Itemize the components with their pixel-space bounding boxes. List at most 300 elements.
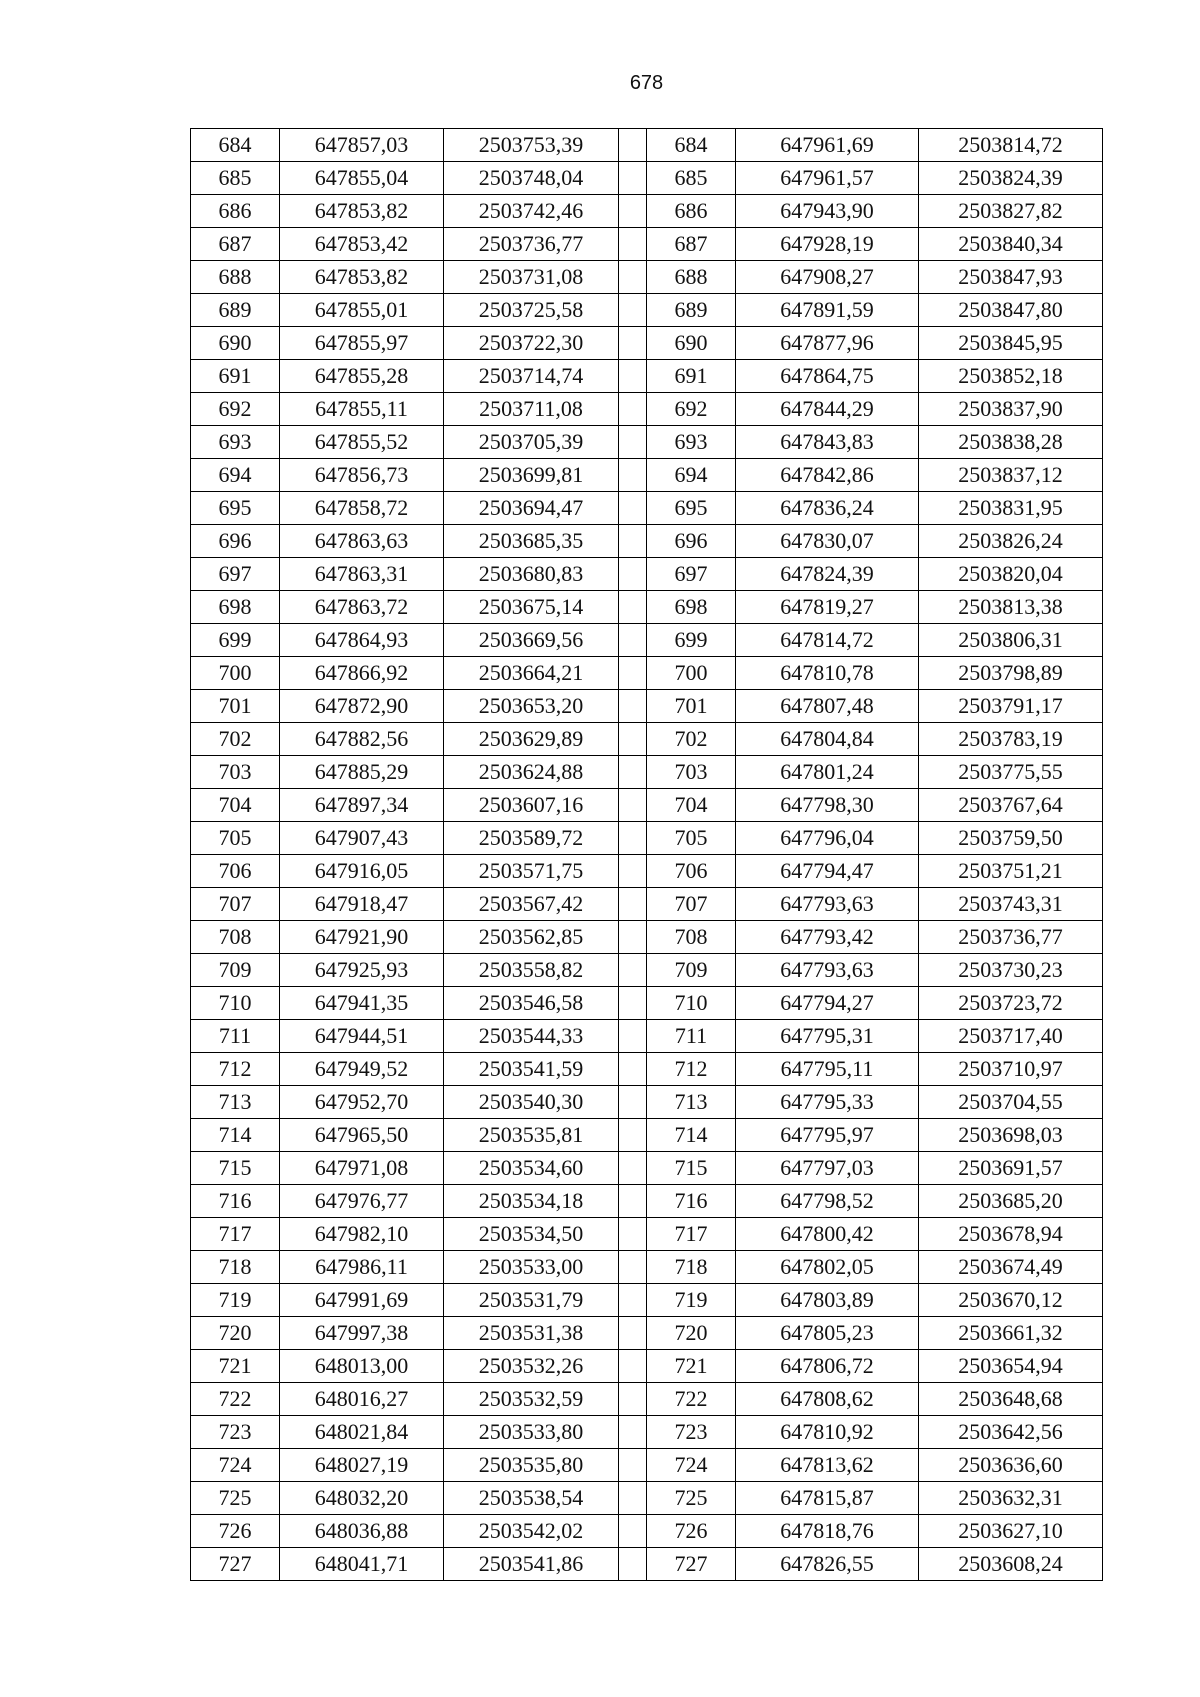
left-y-coordinate-cell: 2503534,18: [444, 1185, 619, 1218]
right-y-coordinate-cell: 2503831,95: [919, 492, 1103, 525]
left-point-number-cell: 716: [191, 1185, 280, 1218]
table-row: [191, 459, 1103, 492]
right-point-number-cell: 707: [647, 888, 736, 921]
left-y-coordinate-cell: 2503589,72: [444, 822, 619, 855]
left-x-coordinate-cell: 647991,69: [280, 1284, 444, 1317]
left-y-coordinate-cell: 2503546,58: [444, 987, 619, 1020]
left-x-coordinate-cell: 647853,42: [280, 228, 444, 261]
left-point-number-cell: 685: [191, 162, 280, 195]
right-y-coordinate-cell: 2503838,28: [919, 426, 1103, 459]
table-row: [191, 723, 1103, 756]
right-point-number-cell: 687: [647, 228, 736, 261]
table-row: [191, 261, 1103, 294]
right-y-coordinate-cell: 2503791,17: [919, 690, 1103, 723]
left-y-coordinate-cell: 2503535,80: [444, 1449, 619, 1482]
right-y-coordinate-cell: 2503751,21: [919, 855, 1103, 888]
left-point-number-cell: 700: [191, 657, 280, 690]
right-x-coordinate-cell: 647800,42: [736, 1218, 919, 1251]
left-point-number-cell: 725: [191, 1482, 280, 1515]
left-y-coordinate-cell: 2503629,89: [444, 723, 619, 756]
left-point-number-cell: 718: [191, 1251, 280, 1284]
separator-cell: [619, 261, 647, 294]
right-y-coordinate-cell: 2503632,31: [919, 1482, 1103, 1515]
left-point-number-cell: 706: [191, 855, 280, 888]
right-y-coordinate-cell: 2503685,20: [919, 1185, 1103, 1218]
right-x-coordinate-cell: 647961,69: [736, 129, 919, 162]
separator-cell: [619, 393, 647, 426]
left-point-number-cell: 691: [191, 360, 280, 393]
right-point-number-cell: 711: [647, 1020, 736, 1053]
left-y-coordinate-cell: 2503544,33: [444, 1020, 619, 1053]
right-x-coordinate-cell: 647805,23: [736, 1317, 919, 1350]
left-x-coordinate-cell: 647855,11: [280, 393, 444, 426]
left-point-number-cell: 715: [191, 1152, 280, 1185]
separator-cell: [619, 492, 647, 525]
left-y-coordinate-cell: 2503685,35: [444, 525, 619, 558]
separator-cell: [619, 1416, 647, 1449]
right-point-number-cell: 704: [647, 789, 736, 822]
separator-cell: [619, 591, 647, 624]
left-y-coordinate-cell: 2503571,75: [444, 855, 619, 888]
left-y-coordinate-cell: 2503680,83: [444, 558, 619, 591]
left-y-coordinate-cell: 2503753,39: [444, 129, 619, 162]
table-row: [191, 987, 1103, 1020]
right-y-coordinate-cell: 2503670,12: [919, 1284, 1103, 1317]
table-row: [191, 657, 1103, 690]
left-point-number-cell: 711: [191, 1020, 280, 1053]
coordinates-table-body: [191, 129, 1103, 1581]
right-point-number-cell: 725: [647, 1482, 736, 1515]
left-x-coordinate-cell: 647986,11: [280, 1251, 444, 1284]
right-y-coordinate-cell: 2503824,39: [919, 162, 1103, 195]
separator-cell: [619, 789, 647, 822]
right-x-coordinate-cell: 647804,84: [736, 723, 919, 756]
left-y-coordinate-cell: 2503541,59: [444, 1053, 619, 1086]
separator-cell: [619, 228, 647, 261]
left-x-coordinate-cell: 647918,47: [280, 888, 444, 921]
right-y-coordinate-cell: 2503806,31: [919, 624, 1103, 657]
left-x-coordinate-cell: 647897,34: [280, 789, 444, 822]
left-point-number-cell: 699: [191, 624, 280, 657]
left-point-number-cell: 698: [191, 591, 280, 624]
right-x-coordinate-cell: 647801,24: [736, 756, 919, 789]
separator-cell: [619, 1218, 647, 1251]
right-x-coordinate-cell: 647798,52: [736, 1185, 919, 1218]
right-x-coordinate-cell: 647802,05: [736, 1251, 919, 1284]
left-x-coordinate-cell: 647949,52: [280, 1053, 444, 1086]
right-point-number-cell: 721: [647, 1350, 736, 1383]
separator-cell: [619, 624, 647, 657]
table-row: [191, 525, 1103, 558]
separator-cell: [619, 294, 647, 327]
left-x-coordinate-cell: 647982,10: [280, 1218, 444, 1251]
right-y-coordinate-cell: 2503826,24: [919, 525, 1103, 558]
left-y-coordinate-cell: 2503725,58: [444, 294, 619, 327]
right-x-coordinate-cell: 647836,24: [736, 492, 919, 525]
right-y-coordinate-cell: 2503704,55: [919, 1086, 1103, 1119]
left-point-number-cell: 697: [191, 558, 280, 591]
right-point-number-cell: 715: [647, 1152, 736, 1185]
right-y-coordinate-cell: 2503827,82: [919, 195, 1103, 228]
left-x-coordinate-cell: 647976,77: [280, 1185, 444, 1218]
right-y-coordinate-cell: 2503783,19: [919, 723, 1103, 756]
table-row: [191, 1284, 1103, 1317]
left-x-coordinate-cell: 648027,19: [280, 1449, 444, 1482]
left-x-coordinate-cell: 647916,05: [280, 855, 444, 888]
right-x-coordinate-cell: 647813,62: [736, 1449, 919, 1482]
right-point-number-cell: 716: [647, 1185, 736, 1218]
right-point-number-cell: 699: [647, 624, 736, 657]
left-x-coordinate-cell: 647855,97: [280, 327, 444, 360]
separator-cell: [619, 1317, 647, 1350]
right-x-coordinate-cell: 647864,75: [736, 360, 919, 393]
left-x-coordinate-cell: 647925,93: [280, 954, 444, 987]
coordinates-table: [190, 128, 1103, 1581]
right-x-coordinate-cell: 647943,90: [736, 195, 919, 228]
right-x-coordinate-cell: 647843,83: [736, 426, 919, 459]
right-point-number-cell: 708: [647, 921, 736, 954]
separator-cell: [619, 426, 647, 459]
table-row: [191, 1482, 1103, 1515]
separator-cell: [619, 756, 647, 789]
left-y-coordinate-cell: 2503531,38: [444, 1317, 619, 1350]
right-x-coordinate-cell: 647810,92: [736, 1416, 919, 1449]
left-x-coordinate-cell: 648032,20: [280, 1482, 444, 1515]
left-y-coordinate-cell: 2503541,86: [444, 1548, 619, 1581]
left-y-coordinate-cell: 2503669,56: [444, 624, 619, 657]
table-row: [191, 492, 1103, 525]
right-point-number-cell: 719: [647, 1284, 736, 1317]
left-point-number-cell: 704: [191, 789, 280, 822]
right-x-coordinate-cell: 647793,63: [736, 954, 919, 987]
separator-cell: [619, 987, 647, 1020]
right-y-coordinate-cell: 2503654,94: [919, 1350, 1103, 1383]
left-y-coordinate-cell: 2503567,42: [444, 888, 619, 921]
table-row: [191, 954, 1103, 987]
right-point-number-cell: 705: [647, 822, 736, 855]
right-point-number-cell: 694: [647, 459, 736, 492]
right-x-coordinate-cell: 647815,87: [736, 1482, 919, 1515]
page-number: 678: [629, 72, 664, 94]
table-row: [191, 1449, 1103, 1482]
right-point-number-cell: 695: [647, 492, 736, 525]
left-x-coordinate-cell: 647997,38: [280, 1317, 444, 1350]
right-point-number-cell: 696: [647, 525, 736, 558]
right-x-coordinate-cell: 647928,19: [736, 228, 919, 261]
left-x-coordinate-cell: 648041,71: [280, 1548, 444, 1581]
separator-cell: [619, 525, 647, 558]
left-y-coordinate-cell: 2503714,74: [444, 360, 619, 393]
right-y-coordinate-cell: 2503847,80: [919, 294, 1103, 327]
right-point-number-cell: 720: [647, 1317, 736, 1350]
left-point-number-cell: 726: [191, 1515, 280, 1548]
left-point-number-cell: 702: [191, 723, 280, 756]
left-point-number-cell: 703: [191, 756, 280, 789]
left-point-number-cell: 693: [191, 426, 280, 459]
left-y-coordinate-cell: 2503562,85: [444, 921, 619, 954]
left-point-number-cell: 689: [191, 294, 280, 327]
table-row: [191, 129, 1103, 162]
table-row: [191, 1416, 1103, 1449]
left-x-coordinate-cell: 647952,70: [280, 1086, 444, 1119]
table-row: [191, 591, 1103, 624]
left-x-coordinate-cell: 647863,63: [280, 525, 444, 558]
table-row: [191, 1515, 1103, 1548]
separator-cell: [619, 1284, 647, 1317]
left-y-coordinate-cell: 2503736,77: [444, 228, 619, 261]
left-point-number-cell: 701: [191, 690, 280, 723]
right-point-number-cell: 714: [647, 1119, 736, 1152]
table-row: [191, 822, 1103, 855]
right-y-coordinate-cell: 2503775,55: [919, 756, 1103, 789]
right-point-number-cell: 684: [647, 129, 736, 162]
right-y-coordinate-cell: 2503723,72: [919, 987, 1103, 1020]
right-point-number-cell: 703: [647, 756, 736, 789]
right-y-coordinate-cell: 2503642,56: [919, 1416, 1103, 1449]
separator-cell: [619, 360, 647, 393]
table-row: [191, 1152, 1103, 1185]
separator-cell: [619, 1053, 647, 1086]
left-y-coordinate-cell: 2503540,30: [444, 1086, 619, 1119]
separator-cell: [619, 690, 647, 723]
right-y-coordinate-cell: 2503813,38: [919, 591, 1103, 624]
table-row: [191, 1317, 1103, 1350]
right-x-coordinate-cell: 647795,31: [736, 1020, 919, 1053]
table-row: [191, 756, 1103, 789]
left-y-coordinate-cell: 2503675,14: [444, 591, 619, 624]
right-y-coordinate-cell: 2503710,97: [919, 1053, 1103, 1086]
left-x-coordinate-cell: 647857,03: [280, 129, 444, 162]
right-x-coordinate-cell: 647891,59: [736, 294, 919, 327]
left-point-number-cell: 724: [191, 1449, 280, 1482]
table-row: [191, 1383, 1103, 1416]
left-point-number-cell: 712: [191, 1053, 280, 1086]
separator-cell: [619, 1548, 647, 1581]
right-point-number-cell: 706: [647, 855, 736, 888]
separator-cell: [619, 723, 647, 756]
right-y-coordinate-cell: 2503767,64: [919, 789, 1103, 822]
left-point-number-cell: 692: [191, 393, 280, 426]
right-point-number-cell: 726: [647, 1515, 736, 1548]
right-point-number-cell: 688: [647, 261, 736, 294]
separator-cell: [619, 1251, 647, 1284]
left-point-number-cell: 707: [191, 888, 280, 921]
left-point-number-cell: 717: [191, 1218, 280, 1251]
separator-cell: [619, 1449, 647, 1482]
left-y-coordinate-cell: 2503533,80: [444, 1416, 619, 1449]
right-y-coordinate-cell: 2503627,10: [919, 1515, 1103, 1548]
right-point-number-cell: 692: [647, 393, 736, 426]
separator-cell: [619, 195, 647, 228]
separator-cell: [619, 954, 647, 987]
table-row: [191, 162, 1103, 195]
right-point-number-cell: 713: [647, 1086, 736, 1119]
left-y-coordinate-cell: 2503532,26: [444, 1350, 619, 1383]
right-x-coordinate-cell: 647826,55: [736, 1548, 919, 1581]
left-x-coordinate-cell: 648021,84: [280, 1416, 444, 1449]
left-x-coordinate-cell: 647855,04: [280, 162, 444, 195]
right-point-number-cell: 697: [647, 558, 736, 591]
left-x-coordinate-cell: 648013,00: [280, 1350, 444, 1383]
table-row: [191, 1185, 1103, 1218]
table-row: [191, 855, 1103, 888]
right-y-coordinate-cell: 2503678,94: [919, 1218, 1103, 1251]
right-y-coordinate-cell: 2503852,18: [919, 360, 1103, 393]
separator-cell: [619, 1152, 647, 1185]
left-x-coordinate-cell: 647855,01: [280, 294, 444, 327]
left-x-coordinate-cell: 648016,27: [280, 1383, 444, 1416]
left-point-number-cell: 688: [191, 261, 280, 294]
left-point-number-cell: 722: [191, 1383, 280, 1416]
left-y-coordinate-cell: 2503748,04: [444, 162, 619, 195]
separator-cell: [619, 162, 647, 195]
right-x-coordinate-cell: 647842,86: [736, 459, 919, 492]
left-y-coordinate-cell: 2503731,08: [444, 261, 619, 294]
right-point-number-cell: 723: [647, 1416, 736, 1449]
left-point-number-cell: 710: [191, 987, 280, 1020]
separator-cell: [619, 1020, 647, 1053]
right-y-coordinate-cell: 2503717,40: [919, 1020, 1103, 1053]
left-y-coordinate-cell: 2503535,81: [444, 1119, 619, 1152]
right-x-coordinate-cell: 647795,33: [736, 1086, 919, 1119]
left-point-number-cell: 723: [191, 1416, 280, 1449]
left-point-number-cell: 708: [191, 921, 280, 954]
right-y-coordinate-cell: 2503730,23: [919, 954, 1103, 987]
left-y-coordinate-cell: 2503533,00: [444, 1251, 619, 1284]
right-y-coordinate-cell: 2503691,57: [919, 1152, 1103, 1185]
left-point-number-cell: 713: [191, 1086, 280, 1119]
right-x-coordinate-cell: 647908,27: [736, 261, 919, 294]
right-point-number-cell: 709: [647, 954, 736, 987]
table-row: [191, 921, 1103, 954]
right-y-coordinate-cell: 2503674,49: [919, 1251, 1103, 1284]
right-x-coordinate-cell: 647877,96: [736, 327, 919, 360]
right-y-coordinate-cell: 2503636,60: [919, 1449, 1103, 1482]
left-x-coordinate-cell: 647855,52: [280, 426, 444, 459]
left-x-coordinate-cell: 647855,28: [280, 360, 444, 393]
right-point-number-cell: 727: [647, 1548, 736, 1581]
right-x-coordinate-cell: 647819,27: [736, 591, 919, 624]
left-y-coordinate-cell: 2503534,60: [444, 1152, 619, 1185]
right-point-number-cell: 700: [647, 657, 736, 690]
table-row: [191, 393, 1103, 426]
left-x-coordinate-cell: 647853,82: [280, 261, 444, 294]
right-y-coordinate-cell: 2503736,77: [919, 921, 1103, 954]
separator-cell: [619, 822, 647, 855]
table-row: [191, 228, 1103, 261]
left-y-coordinate-cell: 2503624,88: [444, 756, 619, 789]
left-x-coordinate-cell: 647885,29: [280, 756, 444, 789]
left-x-coordinate-cell: 647872,90: [280, 690, 444, 723]
left-x-coordinate-cell: 647856,73: [280, 459, 444, 492]
table-row: [191, 1086, 1103, 1119]
right-point-number-cell: 691: [647, 360, 736, 393]
left-x-coordinate-cell: 647866,92: [280, 657, 444, 690]
left-x-coordinate-cell: 647858,72: [280, 492, 444, 525]
left-point-number-cell: 687: [191, 228, 280, 261]
separator-cell: [619, 327, 647, 360]
right-point-number-cell: 712: [647, 1053, 736, 1086]
separator-cell: [619, 129, 647, 162]
left-y-coordinate-cell: 2503699,81: [444, 459, 619, 492]
left-point-number-cell: 721: [191, 1350, 280, 1383]
table-row: [191, 360, 1103, 393]
separator-cell: [619, 921, 647, 954]
right-x-coordinate-cell: 647844,29: [736, 393, 919, 426]
left-x-coordinate-cell: 647944,51: [280, 1020, 444, 1053]
table-row: [191, 426, 1103, 459]
left-point-number-cell: 695: [191, 492, 280, 525]
table-row: [191, 1053, 1103, 1086]
right-point-number-cell: 718: [647, 1251, 736, 1284]
left-y-coordinate-cell: 2503742,46: [444, 195, 619, 228]
left-point-number-cell: 709: [191, 954, 280, 987]
right-x-coordinate-cell: 647793,63: [736, 888, 919, 921]
right-point-number-cell: 685: [647, 162, 736, 195]
right-y-coordinate-cell: 2503608,24: [919, 1548, 1103, 1581]
table-row: [191, 327, 1103, 360]
left-point-number-cell: 719: [191, 1284, 280, 1317]
right-y-coordinate-cell: 2503837,90: [919, 393, 1103, 426]
table-row: [191, 789, 1103, 822]
right-point-number-cell: 722: [647, 1383, 736, 1416]
left-point-number-cell: 705: [191, 822, 280, 855]
left-y-coordinate-cell: 2503607,16: [444, 789, 619, 822]
right-point-number-cell: 686: [647, 195, 736, 228]
left-point-number-cell: 714: [191, 1119, 280, 1152]
right-y-coordinate-cell: 2503814,72: [919, 129, 1103, 162]
right-x-coordinate-cell: 647814,72: [736, 624, 919, 657]
separator-cell: [619, 1086, 647, 1119]
separator-cell: [619, 558, 647, 591]
right-x-coordinate-cell: 647961,57: [736, 162, 919, 195]
right-x-coordinate-cell: 647794,47: [736, 855, 919, 888]
left-x-coordinate-cell: 647921,90: [280, 921, 444, 954]
left-x-coordinate-cell: 647863,72: [280, 591, 444, 624]
left-y-coordinate-cell: 2503538,54: [444, 1482, 619, 1515]
left-y-coordinate-cell: 2503705,39: [444, 426, 619, 459]
right-x-coordinate-cell: 647818,76: [736, 1515, 919, 1548]
left-y-coordinate-cell: 2503532,59: [444, 1383, 619, 1416]
left-x-coordinate-cell: 648036,88: [280, 1515, 444, 1548]
separator-cell: [619, 888, 647, 921]
left-y-coordinate-cell: 2503664,21: [444, 657, 619, 690]
left-y-coordinate-cell: 2503653,20: [444, 690, 619, 723]
right-y-coordinate-cell: 2503698,03: [919, 1119, 1103, 1152]
table-row: [191, 558, 1103, 591]
left-point-number-cell: 684: [191, 129, 280, 162]
left-x-coordinate-cell: 647864,93: [280, 624, 444, 657]
table-row: [191, 1020, 1103, 1053]
right-x-coordinate-cell: 647795,97: [736, 1119, 919, 1152]
right-x-coordinate-cell: 647796,04: [736, 822, 919, 855]
right-x-coordinate-cell: 647797,03: [736, 1152, 919, 1185]
right-y-coordinate-cell: 2503845,95: [919, 327, 1103, 360]
left-point-number-cell: 727: [191, 1548, 280, 1581]
left-point-number-cell: 694: [191, 459, 280, 492]
table-row: [191, 888, 1103, 921]
separator-cell: [619, 1350, 647, 1383]
right-x-coordinate-cell: 647824,39: [736, 558, 919, 591]
separator-cell: [619, 459, 647, 492]
left-y-coordinate-cell: 2503534,50: [444, 1218, 619, 1251]
right-x-coordinate-cell: 647808,62: [736, 1383, 919, 1416]
right-point-number-cell: 724: [647, 1449, 736, 1482]
right-x-coordinate-cell: 647798,30: [736, 789, 919, 822]
right-x-coordinate-cell: 647830,07: [736, 525, 919, 558]
separator-cell: [619, 1119, 647, 1152]
separator-cell: [619, 1383, 647, 1416]
